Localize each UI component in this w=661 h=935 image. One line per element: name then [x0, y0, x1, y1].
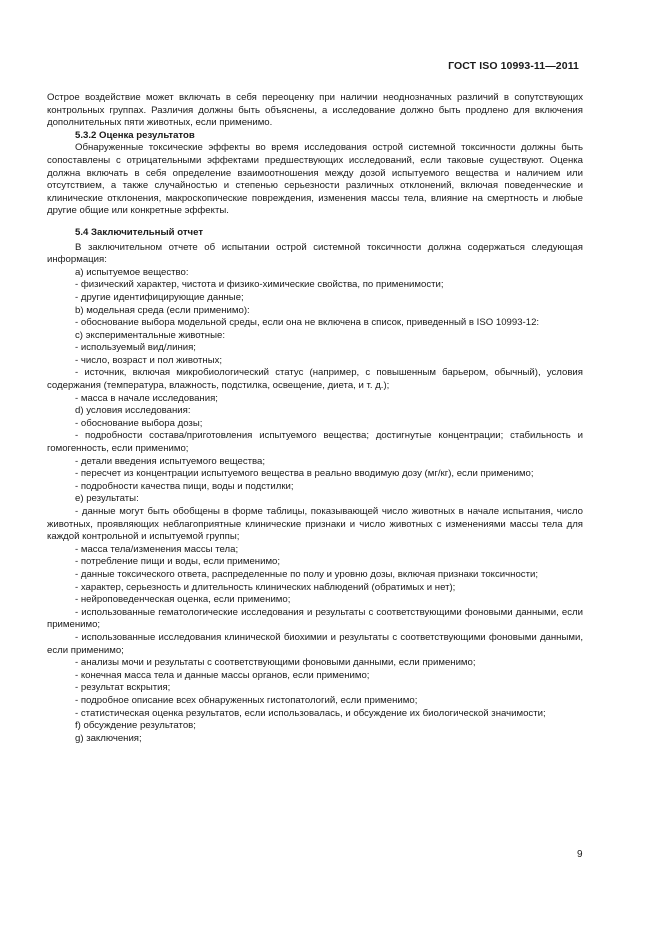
- paragraph: - нейроповеденческая оценка, если применимо;: [75, 594, 291, 606]
- paragraph: - пересчет из концентрации испытуемого вещества в реально вводимую дозу (мг/кг), если применимо;: [75, 468, 534, 480]
- paragraph: е) результаты:: [75, 493, 139, 505]
- document-body: [47, 92, 583, 745]
- paragraph: В заключительном отчете об испытании острой системной токсичности должна содержаться следующая информация:: [47, 241, 583, 266]
- paragraph: - другие идентифицирующие данные;: [75, 291, 244, 303]
- paragraph: - обоснование выбора модельной среды, если она не включена в список, приведенный в ISO 10993-12:: [75, 317, 540, 329]
- paragraph: d) условия исследования:: [75, 405, 191, 417]
- paragraph: - анализы мочи и результаты с соответствующими фоновыми данными, если применимо;: [75, 657, 476, 669]
- paragraph: - конечная масса тела и данные массы органов, если применимо;: [75, 669, 370, 681]
- section-heading: 5.4 Заключительный отчет: [75, 226, 204, 238]
- paragraph: - физический характер, чистота и физико-химические свойства, по применимости;: [75, 279, 444, 291]
- paragraph: - масса в начале исследования;: [75, 392, 218, 404]
- paragraph: - данные токсического ответа, распределенные по полу и уровню дозы, включая признаки токсичности;: [75, 568, 538, 580]
- paragraph: - результат вскрытия;: [75, 682, 171, 694]
- paragraph: - использованные исследования клинической биохимии и результаты с соответствующими фоновыми данными, если применимо;: [47, 631, 583, 656]
- paragraph: b) модельная среда (если применимо):: [75, 304, 250, 316]
- paragraph: f) обсуждение результатов;: [75, 720, 196, 732]
- paragraph: - подробности качества пищи, воды и подстилки;: [75, 480, 294, 492]
- paragraph: - статистическая оценка результатов, если использовалась, и обсуждение их биологической значимости;: [75, 707, 546, 719]
- paragraph: а) испытуемое вещество:: [75, 266, 189, 278]
- paragraph: - использованные гематологические исследования и результаты с соответствующими фоновыми данными, если применимо;: [47, 606, 583, 631]
- paragraph: - число, возраст и пол животных;: [75, 354, 223, 366]
- paragraph: - подробности состава/приготовления испытуемого вещества; достигнутые концентрации; стабильность и гомогенность, если применимо;: [47, 430, 583, 455]
- paragraph: - характер, серьезность и длительность клинических наблюдений (обратимых и нет);: [75, 581, 456, 593]
- document-code: ГОСТ ISO 10993-11—2011: [448, 60, 579, 72]
- paragraph: - потребление пищи и воды, если применимо;: [75, 556, 281, 568]
- paragraph: - источник, включая микробиологический статус (например, с повышенным барьером, обычный), условия содержания (температура, влажность, подстилка, освещение, диета, и т. д.);: [47, 367, 583, 392]
- paragraph: - данные могут быть обобщены в форме таблицы, показывающей число животных в начале испытания, число животных, проявляющих неблагоприятные клинические признаки и число животных с изменениями массы тела для каждой контрольной и испытуемой группы;: [47, 506, 583, 543]
- paragraph: - детали введения испытуемого вещества;: [75, 455, 266, 467]
- section-heading: 5.3.2 Оценка результатов: [75, 129, 195, 141]
- paragraph: Острое воздействие может включать в себя переоценку при наличии неоднозначных различий в сопутствующих контрольных группах. Различия должны быть объяснены, а исследование должно быть продлено для включения дополнительных пяти животных, если применимо.: [47, 92, 583, 129]
- paragraph: с) экспериментальные животные:: [75, 329, 226, 341]
- paragraph: - подробное описание всех обнаруженных гистопатологий, если применимо;: [75, 694, 418, 706]
- paragraph: g) заключения;: [75, 732, 142, 744]
- page-number: 9: [577, 849, 583, 860]
- paragraph: - масса тела/изменения массы тела;: [75, 543, 239, 555]
- paragraph: - используемый вид/линия;: [75, 342, 196, 354]
- paragraph: Обнаруженные токсические эффекты во время исследования острой системной токсичности должны быть сопоставлены с отрицательными эффектами предшествующих исследований, если таковые существуют. Оценка должна включать в себя определение взаимоотношения между дозой испытуемого вещества и наличием или отсутствием, а также случайностью и степенью серьезности различных отклонений, включая поведенческие и клинические отклонения, макроскопические повреждения, изменения массы тела, влияние на смертность и любые другие общие или конкретные эффекты.: [47, 142, 583, 217]
- paragraph: - обоснование выбора дозы;: [75, 417, 203, 429]
